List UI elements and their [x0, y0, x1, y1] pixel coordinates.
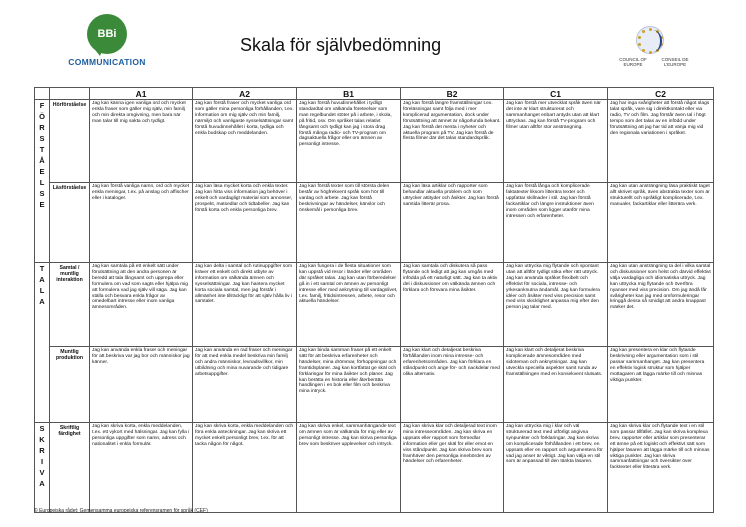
self-assessment-grid	[34, 87, 714, 513]
level-b2: B2	[401, 88, 504, 100]
table-cell: Jag kan fungera i de flesta situationer som kan uppstå vid resor i länder eller områden där språket talas. Jag kan utan förberedelser gå in i ett samtal om ämnen av personligt intresse eller med anknytning till vardagslivet, t.ex. familj, fritidsintressen, arbete, resor och aktuella händelser.	[297, 263, 401, 347]
table-cell: Jag kan klart och detaljerat beskriva förhållanden inom mina intresse- och erfarenhetsområden. Jag kan förklara en ståndpunkt och ange för- och nackdelar med olika alternativ.	[401, 347, 504, 423]
logo-wordmark: COMMUNICATION	[68, 57, 146, 67]
table-cell: Jag kan förstå huvudinnehållet i tydligt standardtal om välkända företeelser som man regelbundet stöter på i arbete, i skola, på fritid, osv. Om språket talas relativt långsamt och tydligt kan jag i stora drag förstå många radio- och TV-program om dagsaktuella frågor eller om ämnen av personligt intresse.	[297, 100, 401, 183]
table-cell: Jag kan skriva klar och detaljerad text inom mina intresseområden. Jag kan skriva en uppsats eller rapport som förmedlar information eller ger skäl för eller emot en viss ståndpunkt. Jag kan skriva brev som framhäver den personliga innebörden av händelser och erfarenheter.	[401, 423, 504, 513]
table-row	[35, 100, 714, 183]
table-row	[35, 263, 714, 347]
table-cell: Jag kan samtala på ett enkelt sätt under förutsättning att den andra personen är beredd att tala långsamt och upprepa eller formulera om vad som sagts eller hjälpa mig att formulera vad jag själv vill säga. Jag kan ställa och besvara enkla frågor av omedelbart intresse eller inom vanliga ämnesområden.	[90, 263, 193, 347]
table-cell: Jag kan utan ansträngning ta del i vilka samtal och diskussioner som helst och därvid effektivt välja vardagliga och idiomatiska uttryck. Jag kan uttrycka mig flytande och överföra nyanser med viss precision. Om jag ändå får svårigheter kan jag med omformuleringar kringgå dessa så smidigt att andra knappast märker det.	[608, 263, 714, 347]
section-tala: T A L A	[35, 263, 50, 423]
coe-label-fr: CONSEIL DE L'EUROPE	[661, 57, 689, 67]
skill-lasforstaelse: Läsförståelse	[50, 183, 90, 263]
copyright-footer: © Europeiska rådet: Gemensamma europeiska referensramen för språk (CEF)	[34, 508, 208, 514]
table-row	[35, 183, 714, 263]
table-cell: Jag kan klart och detaljerat beskriva komplicerade ämnesområden med sidoteman och anknytningar. Jag kan utveckla speciella aspekter samt runda av framställningen med en konsekvent slutsats.	[504, 347, 608, 423]
table-cell: Jag kan förstå mer utvecklat språk även när det inte är klart strukturerat och sammanhanget enbart antyds utan att klart uttryckas. Jag kan förstå TV-program och filmer utan alltför stor ansträngning.	[504, 100, 608, 183]
bbi-logo	[52, 14, 162, 70]
table-cell: Jag kan uttrycka mig flytande och spontant utan att alltför tydligt söka efter rätt uttryck. Jag kan använda språket flexibelt och effektivt för sociala, intresse- och yrkesanknutna ändamål. Jag kan formulera idéer och åsikter med viss precision samt med viss skicklighet anpassa mig efter den person jag talar med.	[504, 263, 608, 347]
level-c2: C2	[608, 88, 714, 100]
table-cell: Jag kan samtala och diskutera så pass flytande och ledigt att jag kan umgås med infödda på ett naturligt sätt. Jag kan ta aktiv del i diskussioner om välkända ämnen och förklara och försvara mina åsikter.	[401, 263, 504, 347]
table-cell: Jag kan uttrycka mig i klar och väl strukturerad text med utförligt angivna synpunkter och förklaringar. Jag kan skriva om komplicerade förhållanden i ett brev, en uppsats eller en rapport och argumentera för vad jag anser är viktigt. Jag kan välja en stil som är anpassad till den tänkta läsaren.	[504, 423, 608, 513]
table-cell: Jag kan känna igen vanliga ord och mycket enkla fraser som gäller mig själv, min familj och min direkta omgivning, men bara när man talar till mig sakta och tydligt.	[90, 100, 193, 183]
table-cell: Jag kan förstå fraser och mycket vanliga ord som gäller mina personliga förhållanden, t.ex. information om mig själv och min familj, närmiljö och vanligaste sysselsättningar samt förstå huvudinnehållet i korta, tydliga och enkla budskap och meddelanden.	[193, 100, 297, 183]
table-row	[35, 423, 714, 513]
level-a2: A2	[193, 88, 297, 100]
logo-initials: BBi	[97, 28, 117, 40]
table-cell: Jag kan utan ansträngning läsa praktiskt taget allt skrivet språk, även abstrakta texter som är strukturellt och språkligt komplicerade, t.ex. manualer, fackartiklar eller litterära verk.	[608, 183, 714, 263]
table-cell: Jag har inga svårigheter att förstå något slags talat språk, vare sig i direktkontakt eller via radio, TV och film. Jag förstår även tal i högt tempo som det talas av en infödd under förutsättning att jag har tid att vänja mig vid den regionala variationen i språket.	[608, 100, 714, 183]
table-row	[35, 347, 714, 423]
table-cell: Jag kan presentera en klar och flytande beskrivning eller argumentation som i stil passar sammanhanget. Jag kan presentera en effektiv logisk struktur som hjälper mottagaren att lägga märke till och minnas viktiga punkter.	[608, 347, 714, 423]
table-cell: Jag kan läsa artiklar och rapporter som behandlar aktuella problem och som uttrycker attityder och åsikter. Jag kan förstå samtida litterär prosa.	[401, 183, 504, 263]
table-cell: Jag kan förstå långa och komplicerade faktatexter liksom litterära texter och uppfattar skillnader i stil. Jag kan förstå fackartiklar och längre instruktioner även inom områden som ligger utanför mina intressen och erfarenheter.	[504, 183, 608, 263]
table-cell: Jag kan läsa mycket korta och enkla texter. Jag kan hitta viss information jag behöver i enkelt och vardagligt material som annonser, prospekt, matsedlar och tidtabeller. Jag kan förstå korta och enkla personliga brev.	[193, 183, 297, 263]
level-b1: B1	[297, 88, 401, 100]
level-header-row	[35, 88, 714, 100]
skill-muntlig-produktion: Muntlig produktion	[50, 347, 90, 423]
table-cell: Jag kan förstå vanliga namn, ord och mycket enkla meningar, t.ex. på anslag och affischer eller i kataloger.	[90, 183, 193, 263]
level-a1: A1	[90, 88, 193, 100]
skill-samtal: Samtal / muntlig interaktion	[50, 263, 90, 347]
page-title: Skala för självbedömning	[240, 35, 442, 55]
table-cell: Jag kan använda enkla fraser och meningar för att beskriva var jag bor och människor jag känner.	[90, 347, 193, 423]
table-cell: Jag kan förstå längre framställningar t.ex. föreläsningar samt följa med i mer komplicerad argumentation, dock under förutsättning att ämnet är någorlunda bekant. Jag kan förstå det mesta i nyheter och aktuella program på TV. Jag kan förstå de flesta filmer där det talas standardspråk.	[401, 100, 504, 183]
table-cell: Jag kan binda samman fraser på ett enkelt sätt för att beskriva erfarenheter och händelser, mina drömmar, förhoppningar och framtidsplaner. Jag kan kortfattat ge skäl och förklaringar för mina åsikter och planer. Jag kan berätta en historia eller återberätta handlingen i en bok eller film och beskriva mina intryck.	[297, 347, 401, 423]
level-c1: C1	[504, 88, 608, 100]
section-skriva: S K R I V A	[35, 423, 50, 513]
table-cell: Jag kan delta i samtal och rutinuppgifter som kräver ett enkelt och direkt utbyte av information om välkända ämnen och sysselsättningar. Jag kan hantera mycket korta sociala samtal, men jag förstår i allmänhet inte tillräckligt för att själv hålla liv i samtalet.	[193, 263, 297, 347]
table-cell: Jag kan förstå texter som till största delen består av högfrekvent språk som hör till vardag och arbete. Jag kan förstå beskrivningar av händelser, känslor och önskemål i personliga brev.	[297, 183, 401, 263]
coe-label-en: COUNCIL OF EUROPE	[619, 57, 647, 67]
table-cell: Jag kan skriva korta, enkla meddelanden och föra enkla anteckningar. Jag kan skriva ett mycket enkelt personligt brev, t.ex. för att tacka någon för något.	[193, 423, 297, 513]
table-cell: Jag kan använda en rad fraser och meningar för att med enkla medel beskriva min familj och andra människor, levnadsvillkor, min utbildning och mina nuvarande och tidigare arbetsuppgifter.	[193, 347, 297, 423]
table-cell: Jag kan skriva enkel, sammanhängande text om ämnen som är välkända för mig eller av personligt intresse. Jag kan skriva personliga brev som beskriver upplevelser och intryck.	[297, 423, 401, 513]
table-cell: Jag kan skriva korta, enkla meddelanden, t.ex. ett vykort med hälsningar. Jag kan fylla i personliga uppgifter som namn, adress och nationalitet i enkla formulär.	[90, 423, 193, 513]
skill-skriftlig-fardighet: Skriftlig färdighet	[50, 423, 90, 513]
section-forstaelse: F Ö R S T Å E L S E	[35, 100, 50, 263]
table-cell: Jag kan skriva klar och flytande text i en stil som passar tillfället. Jag kan skriva komplexa brev, rapporter eller artiklar som presenterar ett ämne på ett logiskt och effektivt sätt som hjälper läsaren att lägga märke till och minnas viktiga punkter. Jag kan skriva sammanfattningar och översikter över facktexter eller litterära verk.	[608, 423, 714, 513]
skill-horforstaelse: Hörförståelse	[50, 100, 90, 183]
council-of-europe-logo	[614, 26, 694, 72]
